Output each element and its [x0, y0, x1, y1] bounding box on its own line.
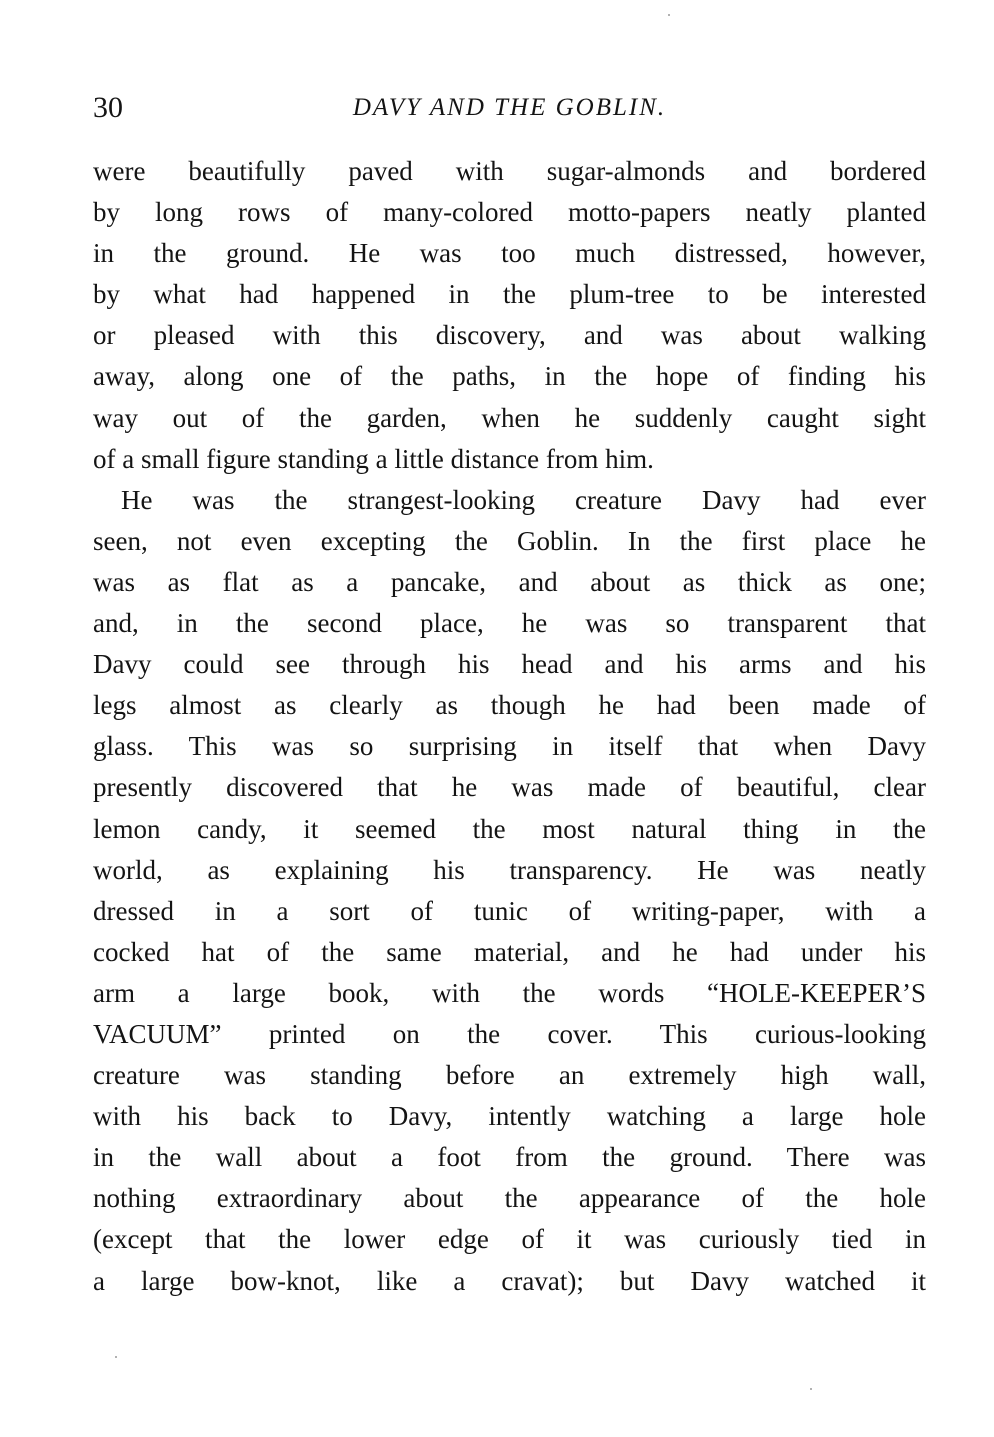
- text-line: was as flat as a pancake, and about as thick as one;: [93, 566, 926, 597]
- text-line: creature was standing before an extremely high wall,: [93, 1060, 926, 1091]
- text-line: glass. This was so surprising in itself that when Davy: [93, 731, 926, 762]
- text-line: Davy could see through his head and his arms and his: [93, 649, 926, 680]
- page-header: [93, 88, 926, 128]
- text-line: dressed in a sort of tunic of writing-paper, with a: [93, 895, 926, 926]
- text-line: of a small figure standing a little distance from him.: [93, 443, 654, 474]
- text-line: cocked hat of the same material, and he had under his: [93, 936, 926, 967]
- scan-speck: [668, 14, 670, 16]
- text-line: (except that the lower edge of it was curiously tied in: [93, 1224, 926, 1255]
- text-line: by long rows of many-colored motto-papers neatly planted: [93, 197, 926, 228]
- text-line: with his back to Davy, intently watching a large hole: [93, 1101, 926, 1132]
- page-number: 30: [93, 91, 123, 124]
- text-line: VACUUM” printed on the cover. This curious-looking: [93, 1018, 926, 1049]
- text-line: legs almost as clearly as though he had been made of: [93, 690, 926, 721]
- text-line: or pleased with this discovery, and was about walking: [93, 320, 926, 351]
- text-line: way out of the garden, when he suddenly caught sight: [93, 402, 926, 433]
- text-line: world, as explaining his transparency. He was neatly: [93, 854, 926, 885]
- text-line: by what had happened in the plum-tree to be interested: [93, 279, 926, 310]
- text-line: in the wall about a foot from the ground. There was: [93, 1142, 926, 1173]
- text-line: presently discovered that he was made of beautiful, clear: [93, 772, 926, 803]
- text-line: arm a large book, with the words “HOLE-KEEPER’S: [93, 977, 926, 1008]
- text-line: a large bow-knot, like a cravat); but Davy watched it: [93, 1265, 926, 1296]
- scan-speck: [115, 1356, 117, 1358]
- text-line: in the ground. He was too much distressed, however,: [93, 238, 926, 269]
- text-line: seen, not even excepting the Goblin. In the first place he: [93, 525, 926, 556]
- text-line: were beautifully paved with sugar-almonds and bordered: [93, 156, 926, 186]
- text-line: He was the strangest-looking creature Davy had ever: [121, 484, 926, 515]
- running-title: DAVY AND THE GOBLIN.: [352, 94, 667, 121]
- body-text: [93, 151, 926, 1302]
- text-line: and, in the second place, he was so transparent that: [93, 608, 926, 639]
- text-line: away, along one of the paths, in the hope of finding his: [93, 361, 926, 392]
- text-line: nothing extraordinary about the appearance of the hole: [93, 1183, 926, 1214]
- text-line: lemon candy, it seemed the most natural thing in the: [93, 813, 926, 844]
- scan-speck: [810, 1388, 812, 1390]
